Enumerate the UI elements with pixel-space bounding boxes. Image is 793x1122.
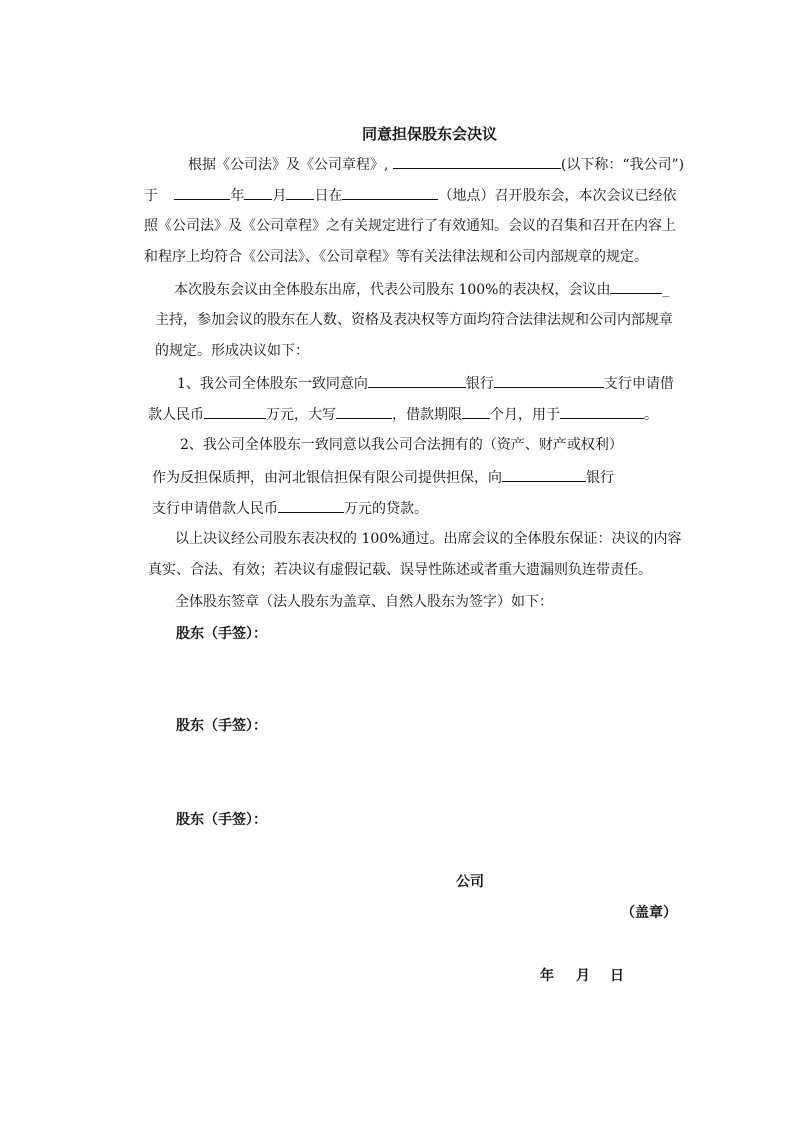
item2-text-2a: 作为反担保质押，由河北银信担保有限公司提供担保，向 (152, 470, 502, 486)
signature-intro: 全体股东签章（法人股东为盖章、自然人股东为签字）如下： (175, 594, 553, 610)
year-blank (174, 185, 230, 200)
intro-line-1 (188, 154, 684, 175)
attendance-line-2: 主持，参加会议的股东在人数、资格及表决权等方面均符合法律法规和公司内部规章 (155, 312, 673, 328)
item2-text-3a: 支行申请借款人民币 (152, 501, 278, 517)
item1-text-2d: 个月，用于 (490, 407, 560, 423)
item2-line-3 (152, 498, 428, 519)
item1-line-1 (177, 373, 674, 394)
attendance-text-1b: _ (662, 282, 670, 298)
item2-text-2b: 银行 (586, 470, 614, 486)
company-label: 公司 (456, 874, 484, 890)
company-name-blank (393, 154, 561, 169)
day-blank (286, 185, 314, 200)
item2-text-3b: 万元的贷款。 (344, 501, 428, 517)
item1-text-1c: 支行申请借 (603, 376, 674, 392)
year-label: 年 (230, 188, 245, 204)
shareholder-signature-2: 股东（手签）： (176, 718, 267, 734)
intro-text-2b: （地点）召开股东会，本次会议已经依 (438, 188, 677, 204)
document-title: 同意担保股东会决议 (362, 125, 498, 143)
intro-line-2 (144, 185, 676, 206)
passed-line-1: 以上决议经公司股东表决权的 100%通过。出席会议的全体股东保证：决议的内容 (175, 531, 682, 547)
item1-text-2c: ，借款期限 (392, 407, 462, 423)
date-month: 月 (576, 968, 590, 984)
date-day: 日 (610, 968, 624, 984)
attendance-line-1 (174, 279, 669, 300)
month-blank (244, 185, 272, 200)
attendance-line-3: 的规定。形成决议如下： (155, 343, 309, 359)
intro-line-3: 照《公司法》及《公司章程》之有关规定进行了有效通知。会议的召集和召开在内容上 (144, 218, 676, 234)
intro-text-1b: (以下称：“我公司”) (560, 157, 685, 173)
item2-line-1: 2、我公司全体股东一致同意以我公司合法拥有的（资产、财产或权利） (180, 437, 623, 453)
date-line (540, 966, 624, 986)
term-blank (462, 404, 490, 419)
amount-blank-1 (204, 404, 266, 419)
item1-text-2e: 。 (644, 407, 658, 423)
month-label: 月 (272, 188, 287, 204)
day-location-label: 日在 (314, 188, 343, 204)
amount-blank-2 (278, 498, 344, 513)
amount-words-blank (336, 404, 392, 419)
item1-line-2 (148, 404, 658, 425)
item1-text-1b: 银行 (465, 376, 494, 392)
host-blank (610, 279, 662, 294)
intro-text-1a: 根据《公司法》及《公司章程》, (188, 157, 389, 173)
attendance-text-1a: 本次股东会议由全体股东出席，代表公司股东 100%的表决权，会议由 (174, 282, 611, 298)
shareholder-signature-1: 股东（手签）： (176, 626, 267, 642)
intro-text-2a: 于 (144, 188, 158, 204)
purpose-blank (560, 404, 644, 419)
shareholder-signature-3: 股东（手签）： (176, 812, 267, 828)
seal-label: （盖章） (621, 905, 677, 921)
item1-text-1a: 1、我公司全体股东一致同意向 (177, 376, 368, 392)
item1-text-2a: 款人民币 (148, 407, 204, 423)
item1-text-2b: 万元，大写 (266, 407, 336, 423)
passed-line-2: 真实、合法、有效；若决议有虚假记载、误导性陈述或者重大遗漏则负连带责任。 (148, 562, 652, 578)
bank-blank-2 (502, 467, 586, 482)
location-blank (342, 185, 438, 200)
intro-line-4: 和程序上均符合《公司法》、《公司章程》等有关法律法规和公司内部规章的规定。 (144, 249, 648, 265)
branch-blank-1 (494, 373, 604, 388)
bank-blank-1 (368, 373, 466, 388)
item2-line-2 (152, 467, 614, 488)
date-year: 年 (540, 968, 554, 984)
